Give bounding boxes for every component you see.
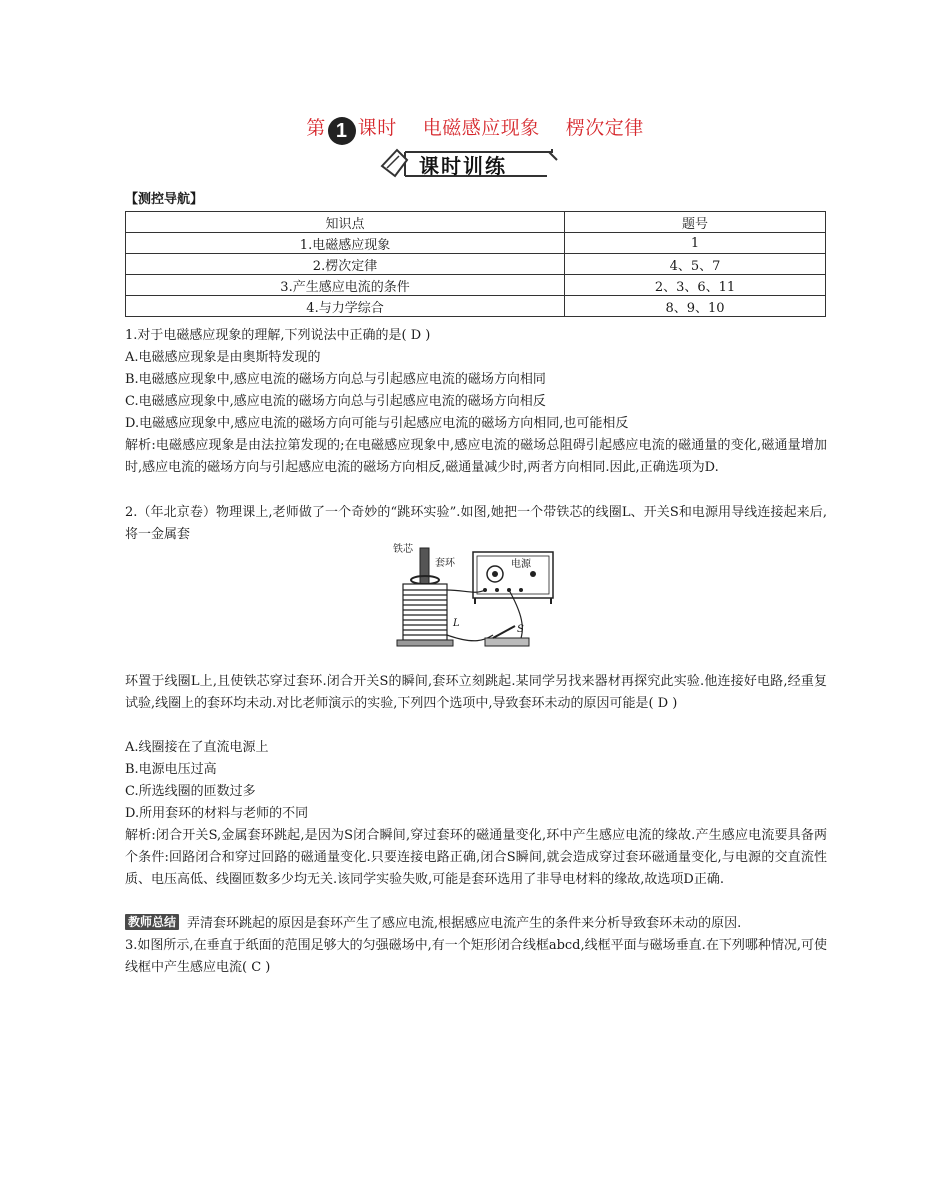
teacher-summary-text: 弄清套环跳起的原因是套环产生了感应电流,根据感应电流产生的条件来分析导致套环未动的原因. xyxy=(187,916,742,931)
q2-option-a: A.线圈接在了直流电源上 xyxy=(125,740,269,755)
label-core: 铁芯 xyxy=(393,544,413,555)
table-header: 知识点 xyxy=(126,212,565,233)
table-header: 题号 xyxy=(565,212,826,233)
title-topic-2: 楞次定律 xyxy=(565,117,644,139)
label-ring: 套环 xyxy=(435,558,455,569)
label-power: 电源 xyxy=(511,559,531,570)
coil-circuit-diagram xyxy=(375,540,575,660)
table-cell: 1 xyxy=(565,233,826,254)
q2-analysis: 解析:闭合开关S,金属套环跳起,是因为S闭合瞬间,穿过套环的磁通量变化,环中产生感应电流的缘故.产生感应电流要具备两个条件:回路闭合和穿过回路的磁通量变化.只要连接电路正确,闭合S瞬间,就会造成穿过套环磁通量变化,与电源的交直流性质、电压高低、线圈匝数多少均无关.该同学实验失败,可能是套环选用了非导电材料的缘故,故选项D正确. xyxy=(125,828,827,887)
q3-stem: 3.如图所示,在垂直于纸面的范围足够大的匀强磁场中,有一个矩形闭合线框abcd,线框平面与磁场垂直.在下列哪种情况,可使线框中产生感应电流( C ) xyxy=(125,938,827,975)
table-header-row xyxy=(126,212,826,233)
q2-stem-part2: 环置于线圈L上,且使铁芯穿过套环.闭合开关S的瞬间,套环立刻跳起.某同学另找来器材再探究此实验.他连接好电路,经重复试验,线圈上的套环均未动.对比老师演示的实验,下列四个选项中,导致套环未动的原因可能是( D ) xyxy=(125,674,827,711)
table-cell: 2.楞次定律 xyxy=(126,254,565,275)
title-suffix: 课时 xyxy=(357,117,397,139)
nav-title: 【测控导航】 xyxy=(125,192,204,207)
teacher-summary xyxy=(125,913,741,935)
q1-analysis: 解析:电磁感应现象是由法拉第发现的;在电磁感应现象中,感应电流的磁场总阻碍引起感应电流的磁通量的变化,磁通量增加时,感应电流的磁场方向与引起感应电流的磁场方向相反,磁通量减少时,两者方向相同.因此,正确选项为D. xyxy=(125,438,827,475)
q2-stem-part1: 2.（年北京卷）物理课上,老师做了一个奇妙的“跳环实验”.如图,她把一个带铁芯的线圈L、开关S和电源用导线连接起来后,将一金属套 xyxy=(125,505,827,542)
q1-stem: 1.对于电磁感应现象的理解,下列说法中正确的是( D ) xyxy=(125,328,431,343)
q1-option-d: D.电磁感应现象中,感应电流的磁场方向可能与引起感应电流的磁场方向相同,也可能相反 xyxy=(125,416,629,431)
knowledge-table xyxy=(125,211,826,317)
label-switch: S xyxy=(517,624,524,635)
q2-option-b: B.电源电压过高 xyxy=(125,762,217,777)
q2-option-c: C.所选线圈的匝数过多 xyxy=(125,784,256,799)
table-row xyxy=(126,275,826,296)
table-row xyxy=(126,296,826,317)
label-coil: L xyxy=(453,618,460,629)
jumping-ring-figure xyxy=(375,540,575,660)
q1-option-b: B.电磁感应现象中,感应电流的磁场方向总与引起感应电流的磁场方向相同 xyxy=(125,372,546,387)
lesson-number-badge: 1 xyxy=(328,117,356,145)
title-topic-1: 电磁感应现象 xyxy=(422,117,540,139)
q1-option-c: C.电磁感应现象中,感应电流的磁场方向总与引起感应电流的磁场方向相反 xyxy=(125,394,546,409)
table-cell: 4.与力学综合 xyxy=(126,296,565,317)
q1-option-a: A.电磁感应现象是由奥斯特发现的 xyxy=(125,350,321,365)
title-prefix: 第 xyxy=(306,117,326,139)
table-row xyxy=(126,233,826,254)
banner-text: 课时训练 xyxy=(419,154,507,178)
table-cell: 8、9、10 xyxy=(565,296,826,317)
table-cell: 4、5、7 xyxy=(565,254,826,275)
teacher-summary-tag: 教师总结 xyxy=(125,914,179,930)
lesson-title xyxy=(0,113,950,145)
q2-option-d: D.所用套环的材料与老师的不同 xyxy=(125,806,309,821)
table-cell: 1.电磁感应现象 xyxy=(126,233,565,254)
table-row xyxy=(126,254,826,275)
table-cell: 2、3、6、11 xyxy=(565,275,826,296)
section-banner xyxy=(377,146,562,182)
table-cell: 3.产生感应电流的条件 xyxy=(126,275,565,296)
